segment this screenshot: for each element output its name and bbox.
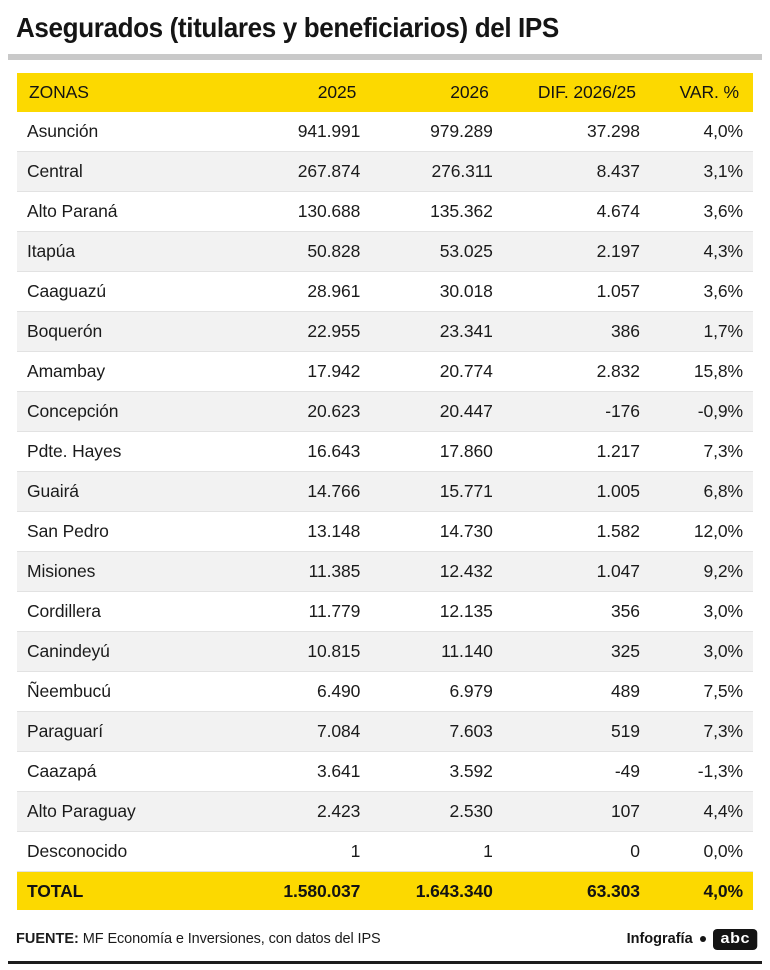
cell-zona: Concepción (17, 392, 238, 432)
table-row (17, 152, 753, 192)
cell-var: 3,0% (650, 632, 753, 672)
abc-logo: abc (713, 929, 758, 950)
bullet-dot-icon (700, 936, 706, 942)
source-note (16, 931, 381, 947)
cell-dif: 489 (503, 672, 650, 712)
table-row (17, 672, 753, 712)
table-row (17, 792, 753, 832)
cell-2025: 3.641 (238, 752, 370, 792)
credit-block (627, 929, 754, 950)
cell-2025: 17.942 (238, 352, 370, 392)
cell-2026: 23.341 (370, 312, 502, 352)
cell-var: -0,9% (650, 392, 753, 432)
cell-2026: 7.603 (370, 712, 502, 752)
cell-dif: 1.217 (503, 432, 650, 472)
table-header (17, 73, 753, 112)
total-cell-var: 4,0% (650, 872, 753, 911)
cell-2025: 267.874 (238, 152, 370, 192)
cell-2026: 135.362 (370, 192, 502, 232)
cell-2025: 14.766 (238, 472, 370, 512)
cell-dif: 1.057 (503, 272, 650, 312)
cell-var: 1,7% (650, 312, 753, 352)
cell-2026: 276.311 (370, 152, 502, 192)
table-row (17, 232, 753, 272)
cell-zona: Pdte. Hayes (17, 432, 238, 472)
cell-2025: 130.688 (238, 192, 370, 232)
cell-2025: 20.623 (238, 392, 370, 432)
table-total-row (17, 872, 753, 911)
total-cell-2026: 1.643.340 (370, 872, 502, 911)
cell-2025: 1 (238, 832, 370, 872)
cell-zona: Misiones (17, 552, 238, 592)
cell-zona: Boquerón (17, 312, 238, 352)
title-area (0, 0, 770, 46)
cell-2025: 941.991 (238, 112, 370, 152)
cell-dif: 107 (503, 792, 650, 832)
table-footer (17, 872, 753, 911)
cell-zona: Canindeyú (17, 632, 238, 672)
cell-2026: 3.592 (370, 752, 502, 792)
total-label: TOTAL (17, 872, 238, 911)
cell-zona: Alto Paraná (17, 192, 238, 232)
table-row (17, 312, 753, 352)
cell-2025: 11.385 (238, 552, 370, 592)
cell-2026: 2.530 (370, 792, 502, 832)
cell-var: 0,0% (650, 832, 753, 872)
cell-2025: 10.815 (238, 632, 370, 672)
table-row (17, 472, 753, 512)
table-row (17, 112, 753, 152)
column-header-2026: 2026 (370, 73, 502, 112)
cell-zona: Paraguarí (17, 712, 238, 752)
footer-divider (8, 961, 762, 964)
column-header-2025: 2025 (238, 73, 370, 112)
cell-dif: 2.197 (503, 232, 650, 272)
column-header-zonas: ZONAS (17, 73, 238, 112)
cell-zona: Itapúa (17, 232, 238, 272)
cell-2025: 28.961 (238, 272, 370, 312)
cell-2025: 50.828 (238, 232, 370, 272)
table-row (17, 512, 753, 552)
cell-var: 6,8% (650, 472, 753, 512)
table-row (17, 752, 753, 792)
credit-label: Infografía (626, 931, 693, 947)
cell-var: -1,3% (650, 752, 753, 792)
table-header-row (17, 73, 753, 112)
cell-2026: 14.730 (370, 512, 502, 552)
table-row (17, 192, 753, 232)
cell-zona: San Pedro (17, 512, 238, 552)
cell-dif: 1.582 (503, 512, 650, 552)
source-label: FUENTE: (16, 931, 79, 947)
footer-content (16, 908, 754, 962)
cell-2025: 6.490 (238, 672, 370, 712)
cell-dif: -176 (503, 392, 650, 432)
cell-dif: 356 (503, 592, 650, 632)
cell-dif: 8.437 (503, 152, 650, 192)
cell-zona: Asunción (17, 112, 238, 152)
cell-2025: 16.643 (238, 432, 370, 472)
cell-var: 3,1% (650, 152, 753, 192)
cell-var: 9,2% (650, 552, 753, 592)
cell-var: 12,0% (650, 512, 753, 552)
cell-2026: 12.432 (370, 552, 502, 592)
cell-dif: -49 (503, 752, 650, 792)
cell-2026: 20.447 (370, 392, 502, 432)
cell-var: 4,4% (650, 792, 753, 832)
cell-2025: 13.148 (238, 512, 370, 552)
cell-2026: 12.135 (370, 592, 502, 632)
cell-var: 3,6% (650, 192, 753, 232)
cell-zona: Cordillera (17, 592, 238, 632)
cell-2026: 30.018 (370, 272, 502, 312)
cell-dif: 37.298 (503, 112, 650, 152)
cell-2025: 11.779 (238, 592, 370, 632)
cell-2026: 17.860 (370, 432, 502, 472)
cell-zona: Guairá (17, 472, 238, 512)
cell-zona: Alto Paraguay (17, 792, 238, 832)
cell-var: 4,3% (650, 232, 753, 272)
cell-2025: 22.955 (238, 312, 370, 352)
cell-dif: 1.047 (503, 552, 650, 592)
cell-var: 3,6% (650, 272, 753, 312)
cell-2026: 1 (370, 832, 502, 872)
cell-2026: 11.140 (370, 632, 502, 672)
total-cell-dif: 63.303 (503, 872, 650, 911)
cell-var: 7,5% (650, 672, 753, 712)
cell-zona: Caaguazú (17, 272, 238, 312)
cell-dif: 0 (503, 832, 650, 872)
cell-2026: 20.774 (370, 352, 502, 392)
insured-table (17, 73, 753, 910)
table-row (17, 392, 753, 432)
page-title: Asegurados (titulares y beneficiarios) del IPS (16, 12, 559, 43)
source-text: MF Economía e Inversiones, con datos del IPS (82, 931, 381, 947)
cell-var: 4,0% (650, 112, 753, 152)
cell-dif: 325 (503, 632, 650, 672)
table-row (17, 272, 753, 312)
cell-zona: Ñeembucú (17, 672, 238, 712)
column-header-dif: DIF. 2026/25 (503, 73, 650, 112)
footer (0, 908, 770, 970)
table-row (17, 632, 753, 672)
cell-var: 15,8% (650, 352, 753, 392)
cell-2026: 6.979 (370, 672, 502, 712)
total-cell-2025: 1.580.037 (238, 872, 370, 911)
cell-var: 3,0% (650, 592, 753, 632)
cell-dif: 386 (503, 312, 650, 352)
table-row (17, 712, 753, 752)
cell-2026: 979.289 (370, 112, 502, 152)
cell-zona: Desconocido (17, 832, 238, 872)
cell-var: 7,3% (650, 432, 753, 472)
table-row (17, 432, 753, 472)
table-body (17, 112, 753, 872)
table-row (17, 552, 753, 592)
cell-var: 7,3% (650, 712, 753, 752)
column-header-var: VAR. % (650, 73, 753, 112)
cell-2026: 15.771 (370, 472, 502, 512)
cell-zona: Central (17, 152, 238, 192)
cell-dif: 4.674 (503, 192, 650, 232)
cell-dif: 2.832 (503, 352, 650, 392)
cell-2025: 2.423 (238, 792, 370, 832)
cell-zona: Amambay (17, 352, 238, 392)
table-container (0, 60, 770, 970)
cell-2025: 7.084 (238, 712, 370, 752)
table-row (17, 352, 753, 392)
cell-dif: 519 (503, 712, 650, 752)
cell-2026: 53.025 (370, 232, 502, 272)
table-row (17, 832, 753, 872)
table-row (17, 592, 753, 632)
cell-dif: 1.005 (503, 472, 650, 512)
cell-zona: Caazapá (17, 752, 238, 792)
